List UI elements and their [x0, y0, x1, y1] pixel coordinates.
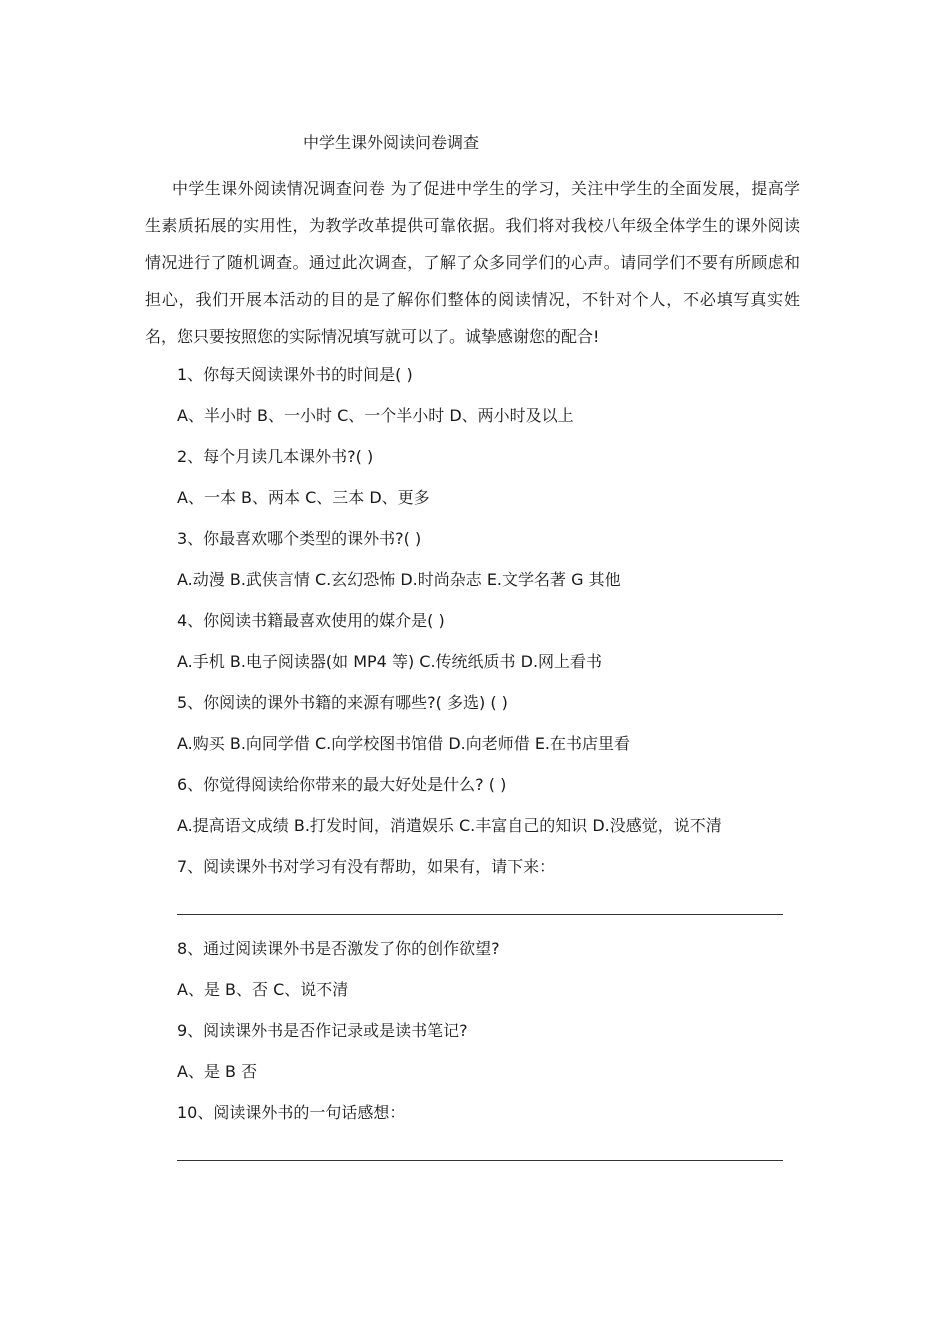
question-2: 2、每个月读几本课外书?( ) [177, 447, 374, 466]
intro-paragraph [145, 170, 800, 355]
options-3: A.动漫 B.武侠言情 C.玄幻恐怖 D.时尚杂志 E.文学名著 G 其他 [177, 570, 621, 589]
intro-line: 顾虑和担心，我们开展本活动的目的是了解你们整体的阅读情况，不针对个人，不必填写 [145, 253, 800, 309]
question-10: 10、阅读课外书的一句话感想： [177, 1103, 406, 1122]
options-1: A、半小时 B、一小时 C、一个半小时 D、两小时及以上 [177, 406, 574, 425]
options-4: A.手机 B.电子阅读器(如 MP4 等) C.传统纸质书 D.网上看书 [177, 652, 603, 671]
intro-line: 学生素质拓展的实用性，为教学改革提供可靠依据。我们将对我校八年级全体学生的课外 [145, 179, 800, 235]
intro-line: 阅读情况进行了随机调查。通过此次调查，了解了众多同学们的心声。请同学们不要有所 [145, 216, 800, 272]
options-9: A、是 B 否 [177, 1062, 258, 1081]
question-3: 3、你最喜欢哪个类型的课外书?( ) [177, 529, 422, 548]
page-title: 中学生课外阅读问卷调查 [303, 133, 480, 152]
options-6: A.提高语文成绩 B.打发时间，消遣娱乐 C.丰富自己的知识 D.没感觉，说不清 [177, 816, 722, 835]
answer-blank-10[interactable] [177, 1160, 783, 1161]
question-8: 8、通过阅读课外书是否激发了你的创作欲望? [177, 939, 500, 958]
options-2: A、一本 B、两本 C、三本 D、更多 [177, 488, 430, 507]
question-6: 6、你觉得阅读给你带来的最大好处是什么? ( ) [177, 775, 507, 794]
intro-line: 真实姓名，您只要按照您的实际情况填写就可以了。诚挚感谢您的配合! [145, 290, 800, 346]
question-5: 5、你阅读的课外书籍的来源有哪些?( 多选) ( ) [177, 693, 508, 712]
options-8: A、是 B、否 C、说不清 [177, 980, 349, 999]
question-1: 1、你每天阅读课外书的时间是( ) [177, 365, 413, 384]
question-4: 4、你阅读书籍最喜欢使用的媒介是( ) [177, 611, 445, 630]
intro-line: 中学生课外阅读情况调查问卷 为了促进中学生的学习，关注中学生的全面发展，提高 [172, 179, 784, 198]
question-7: 7、阅读课外书对学习有没有帮助，如果有，请下来： [177, 857, 556, 876]
question-9: 9、阅读课外书是否作记录或是读书笔记? [177, 1021, 468, 1040]
options-5: A.购买 B.向同学借 C.向学校图书馆借 D.向老师借 E.在书店里看 [177, 734, 631, 753]
answer-blank-7[interactable] [177, 914, 783, 915]
